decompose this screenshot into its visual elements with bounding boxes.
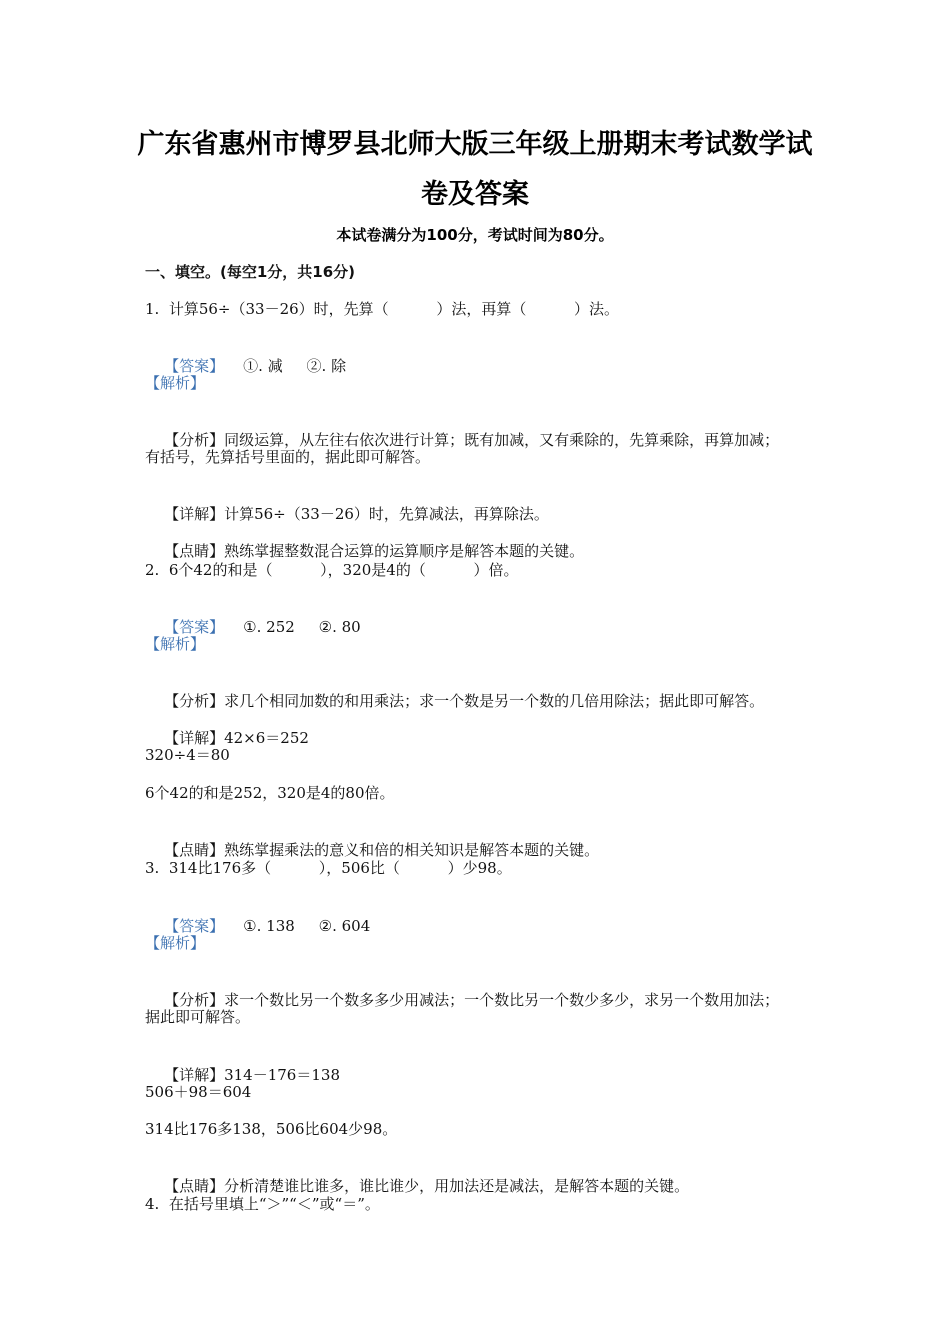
question-1: 1. 计算56÷（33－26）时，先算（ ）法，再算（ ）法。	[145, 300, 620, 318]
exam-info: 本试卷满分为100分，考试时间为80分。	[336, 226, 614, 244]
q1-dianjing: 熟练掌握整数混合运算的运算顺序是解答本题的关键。	[224, 542, 585, 560]
q2-xiangjie: 42×6＝252	[224, 729, 309, 747]
q1-fenxi-1: 同级运算，从左往右依次进行计算；既有加减，又有乘除的，先算乘除，再算加减；	[224, 431, 780, 449]
q1-answer: ①. 减 ②. 除	[243, 357, 347, 375]
q1-analysis-tag: 【解析】	[145, 374, 206, 392]
q3-xiangjie: 314－176＝138	[224, 1066, 340, 1084]
q2-answer: ①. 252 ②. 80	[243, 618, 361, 636]
answer-tag: 【答案】	[164, 917, 225, 935]
document-title-line-1: 广东省惠州市博罗县北师大版三年级上册期末考试数学试	[137, 129, 813, 160]
dianjing-tag: 【点睛】	[164, 841, 225, 859]
answer-tag: 【答案】	[164, 618, 225, 636]
q1-fenxi-line-2: 有括号，先算括号里面的，据此即可解答。	[145, 448, 431, 466]
question-4: 4. 在括号里填上“＞”“＜”或“＝”。	[145, 1195, 380, 1213]
section-heading: 一、填空。(每空1分，共16分)	[145, 263, 356, 281]
q2-calc-line-2: 320÷4＝80	[145, 746, 230, 764]
xiangjie-tag: 【详解】	[164, 729, 225, 747]
xiangjie-tag: 【详解】	[164, 1066, 225, 1084]
q3-fenxi-1: 求一个数比另一个数多多少用减法；一个数比另一个数少多少，求另一个数用加法；	[224, 991, 780, 1009]
q3-calc-line-2: 506＋98＝604	[145, 1083, 252, 1101]
document-title-line-2: 卷及答案	[421, 179, 529, 210]
fenxi-tag: 【分析】	[164, 692, 225, 710]
q3-fenxi-line-2: 据此即可解答。	[145, 1008, 251, 1026]
q3-dianjing: 分析清楚谁比谁多，谁比谁少，用加法还是减法，是解答本题的关键。	[224, 1177, 690, 1195]
dianjing-tag: 【点睛】	[164, 1177, 225, 1195]
answer-tag: 【答案】	[164, 357, 225, 375]
fenxi-tag: 【分析】	[164, 991, 225, 1009]
xiangjie-tag: 【详解】	[164, 505, 225, 523]
q2-dianjing: 熟练掌握乘法的意义和倍的相关知识是解答本题的关键。	[224, 841, 600, 859]
q3-calc-line-3: 314比176多138，506比604少98。	[145, 1120, 398, 1138]
q3-answer: ①. 138 ②. 604	[243, 917, 371, 935]
fenxi-tag: 【分析】	[164, 431, 225, 449]
question-3: 3. 314比176多（ ），506比（ ）少98。	[145, 859, 512, 877]
dianjing-tag: 【点睛】	[164, 542, 225, 560]
q2-fenxi-1: 求几个相同加数的和用乘法；求一个数是另一个数的几倍用除法；据此即可解答。	[224, 692, 765, 710]
question-2: 2. 6个42的和是（ ），320是4的（ ）倍。	[145, 561, 519, 579]
q1-xiangjie: 计算56÷（33－26）时，先算减法，再算除法。	[224, 505, 549, 523]
q3-analysis-tag: 【解析】	[145, 934, 206, 952]
q2-calc-line-3: 6个42的和是252，320是4的80倍。	[145, 784, 395, 802]
q2-analysis-tag: 【解析】	[145, 635, 206, 653]
